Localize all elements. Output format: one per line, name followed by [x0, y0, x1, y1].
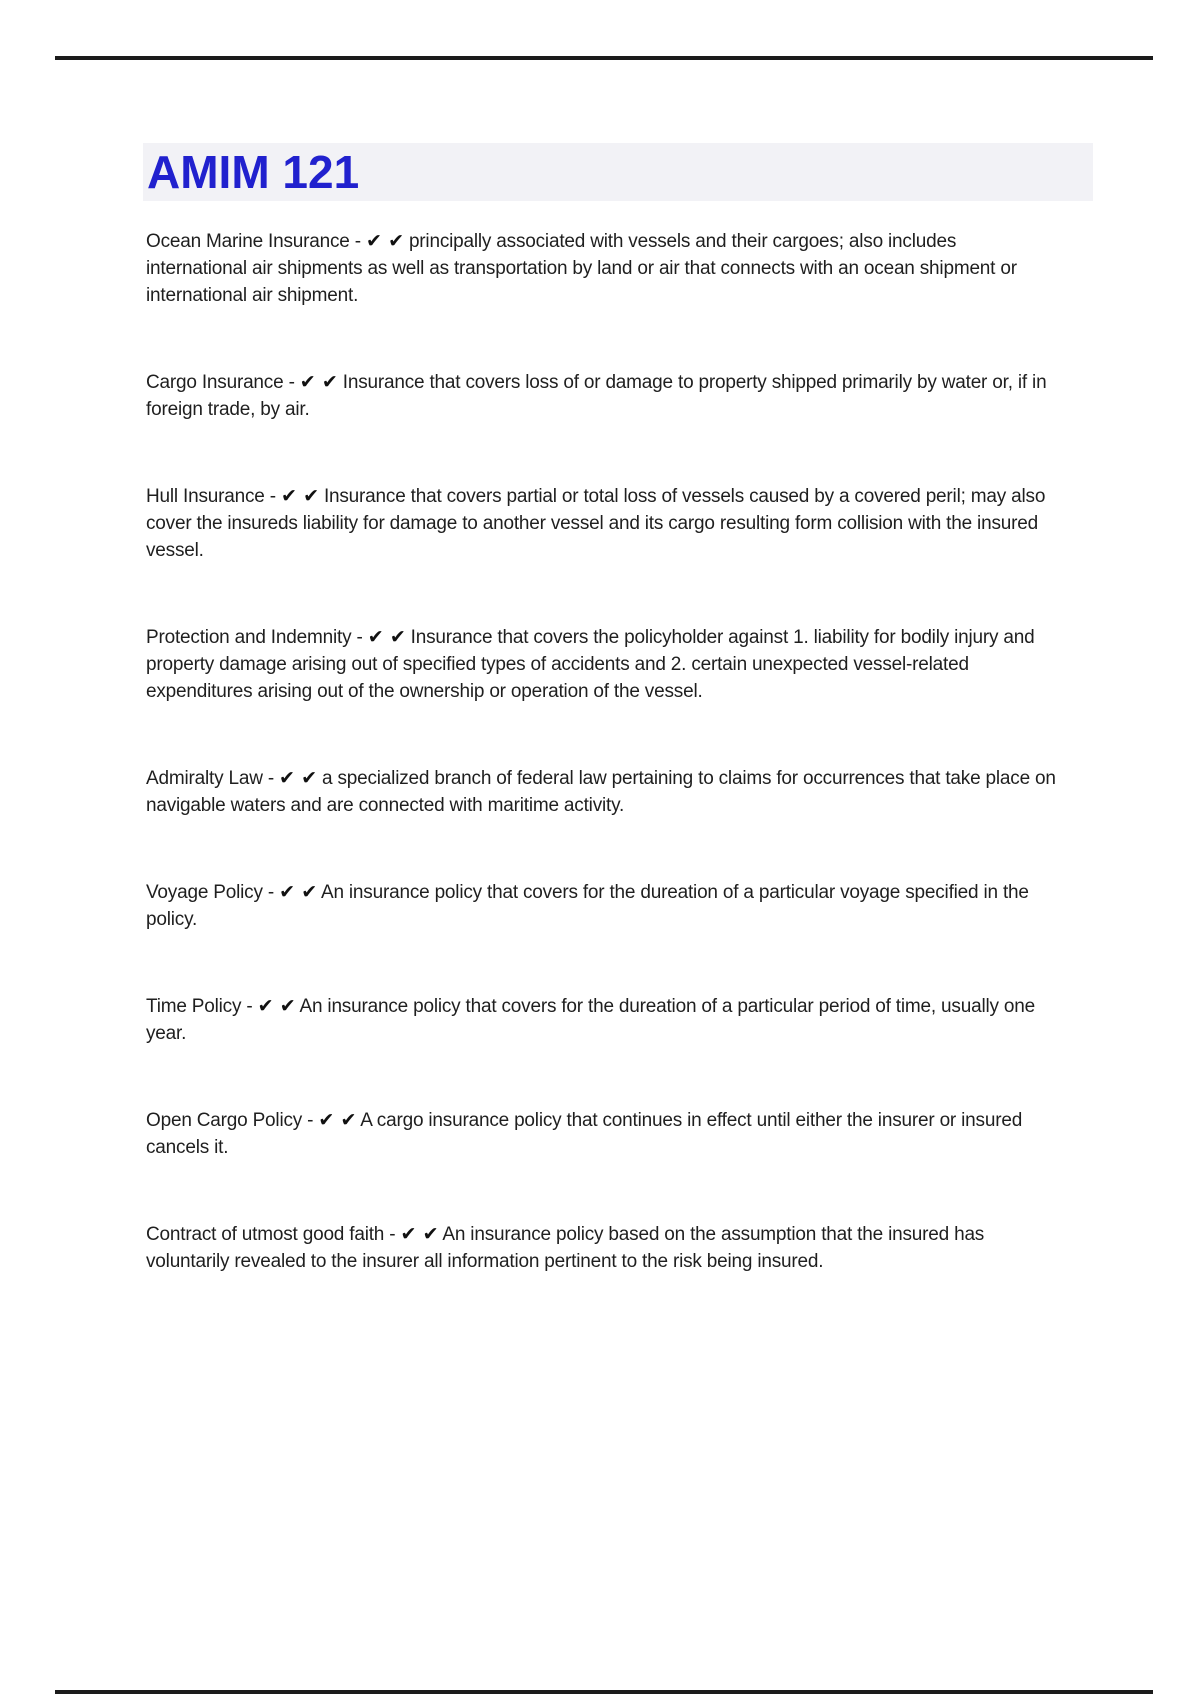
definition-item: [146, 1107, 1058, 1161]
term-separator: -: [246, 996, 253, 1017]
definition-item: [146, 228, 1058, 309]
term-label: Contract of utmost good faith: [146, 1224, 385, 1245]
term-separator: -: [356, 627, 363, 648]
definition-item: [146, 624, 1058, 705]
definition-item: [146, 369, 1058, 423]
double-checkmark-icon: ✔ ✔: [299, 371, 338, 393]
page-title: AMIM 121: [147, 146, 360, 198]
definition-text: Insurance that covers loss of or damage to property shipped primarily by water or, if in foreign trade, by air.: [146, 372, 1047, 420]
term-separator: -: [389, 1224, 396, 1245]
double-checkmark-icon: ✔ ✔: [318, 1109, 357, 1131]
definition-text: Insurance that covers partial or total loss of vessels caused by a covered peril; may also cover the insureds liability for damage to another vessel and its cargo resulting form collision with the insured vessel.: [146, 486, 1046, 561]
double-checkmark-icon: ✔ ✔: [367, 626, 406, 648]
term-label: Time Policy: [146, 996, 242, 1017]
definition-text: An insurance policy that covers for the dureation of a particular voyage specified in the policy.: [146, 882, 1029, 930]
bottom-rule: [55, 1690, 1153, 1694]
term-separator: -: [267, 768, 274, 789]
definition-item: [146, 483, 1058, 564]
definition-text: a specialized branch of federal law pertaining to claims for occurrences that take place on navigable waters and are connected with maritime activity.: [146, 768, 1056, 816]
top-rule: [55, 56, 1153, 60]
term-label: Cargo Insurance: [146, 372, 284, 393]
definitions-list: [146, 228, 1058, 1335]
definition-item: [146, 1221, 1058, 1275]
double-checkmark-icon: ✔ ✔: [279, 767, 317, 789]
double-checkmark-icon: ✔ ✔: [257, 995, 296, 1017]
term-label: Hull Insurance: [146, 486, 265, 507]
definition-item: [146, 765, 1058, 819]
definition-item: [146, 879, 1058, 933]
definition-text: An insurance policy based on the assumption that the insured has voluntarily revealed to the insurer all information pertinent to the risk being insured.: [146, 1224, 985, 1272]
definition-text: An insurance policy that covers for the dureation of a particular period of time, usually one year.: [146, 996, 1035, 1044]
definition-item: [146, 993, 1058, 1047]
double-checkmark-icon: ✔ ✔: [280, 485, 319, 507]
term-separator: -: [354, 231, 361, 252]
title-highlight-bar: [143, 143, 1093, 201]
term-label: Open Cargo Policy: [146, 1110, 303, 1131]
term-label: Protection and Indemnity: [146, 627, 352, 648]
term-label: Admiralty Law: [146, 768, 263, 789]
definition-text: principally associated with vessels and their cargoes; also includes international air shipments as well as transportation by land or air that connects with an ocean shipment or international air shipment.: [146, 231, 1017, 306]
term-separator: -: [288, 372, 295, 393]
term-separator: -: [267, 882, 274, 903]
double-checkmark-icon: ✔ ✔: [400, 1223, 439, 1245]
term-label: Voyage Policy: [146, 882, 263, 903]
double-checkmark-icon: ✔ ✔: [365, 230, 404, 252]
double-checkmark-icon: ✔ ✔: [279, 881, 317, 903]
definition-text: Insurance that covers the policyholder against 1. liability for bodily injury and property damage arising out of specified types of accidents and 2. certain unexpected vessel-related expenditures arising out of the ownership or operation of the vessel.: [146, 627, 1035, 702]
term-label: Ocean Marine Insurance: [146, 231, 350, 252]
term-separator: -: [269, 486, 276, 507]
definition-text: A cargo insurance policy that continues in effect until either the insurer or insured cancels it.: [146, 1110, 1023, 1158]
term-separator: -: [307, 1110, 314, 1131]
